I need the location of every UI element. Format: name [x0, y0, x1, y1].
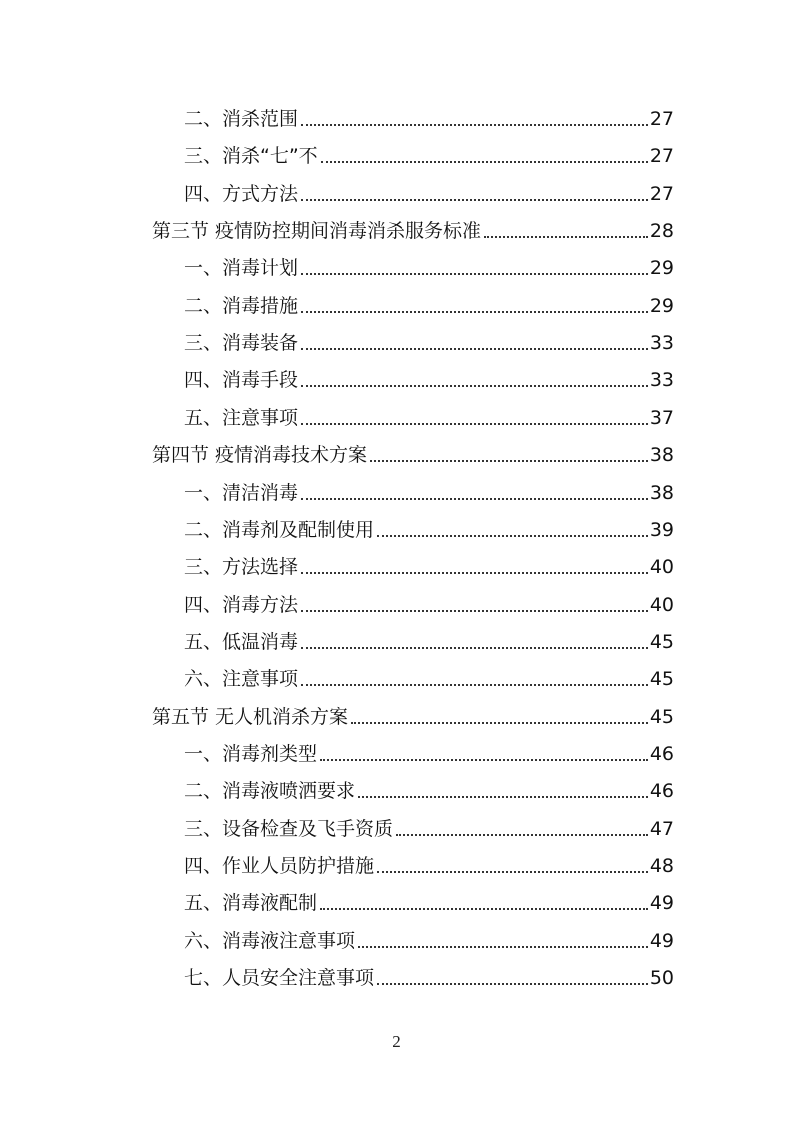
toc-dot-leader — [301, 199, 648, 201]
toc-entry-label: 四、作业人员防护措施 — [184, 855, 375, 877]
toc-entry-page-number: 40 — [649, 556, 674, 579]
toc-dot-leader — [301, 423, 648, 425]
toc-entry[interactable] — [184, 511, 674, 541]
toc-dot-leader — [301, 311, 648, 313]
toc-entry-label: 六、注意事项 — [184, 668, 299, 691]
toc-entry-page-number: 46 — [649, 780, 674, 803]
toc-entry-label: 一、消毒剂类型 — [184, 742, 318, 765]
toc-entry-page-number: 45 — [649, 668, 674, 691]
toc-entry-page-number: 37 — [649, 406, 674, 429]
toc-entry[interactable] — [184, 847, 674, 877]
toc-entry[interactable] — [184, 324, 674, 354]
toc-entry-label: 三、设备检查及飞手资质 — [184, 817, 394, 840]
toc-dot-leader — [301, 273, 648, 275]
toc-dot-leader — [301, 684, 648, 686]
toc-dot-leader — [301, 124, 648, 126]
toc-dot-leader — [358, 796, 648, 798]
toc-dot-leader — [301, 610, 648, 612]
toc-entry-page-number: 28 — [649, 220, 674, 243]
toc-entry-page-number: 49 — [649, 892, 674, 915]
toc-entry[interactable] — [184, 474, 674, 504]
toc-entry-page-number: 29 — [649, 257, 674, 280]
toc-entry[interactable] — [184, 623, 674, 653]
toc-entry-label: 第三节 疫情防控期间消毒消杀服务标准 — [152, 220, 482, 243]
toc-entry[interactable] — [152, 212, 674, 242]
toc-entry-label: 一、消毒计划 — [184, 257, 299, 280]
toc-entry-label: 五、消毒液配制 — [184, 892, 318, 915]
toc-dot-leader — [396, 834, 648, 836]
toc-entry-label: 第四节 疫情消毒技术方案 — [152, 444, 368, 467]
toc-entry-label: 四、消毒手段 — [184, 369, 299, 392]
toc-dot-leader — [320, 908, 648, 910]
toc-dot-leader — [321, 161, 648, 163]
toc-dot-leader — [377, 871, 648, 873]
toc-entry-label: 二、消毒剂及配制使用 — [184, 518, 375, 541]
toc-dot-leader — [358, 946, 648, 948]
toc-entry-page-number: 40 — [649, 593, 674, 616]
toc-entry[interactable] — [184, 287, 674, 317]
toc-entry-label: 七、人员安全注意事项 — [184, 967, 375, 990]
toc-entry[interactable] — [184, 810, 674, 840]
toc-entry[interactable] — [184, 586, 674, 616]
toc-entry-label: 第五节 无人机消杀方案 — [152, 705, 349, 728]
toc-entry-page-number: 46 — [649, 742, 674, 765]
toc-entry-page-number: 38 — [649, 444, 674, 467]
toc-entry-page-number: 27 — [649, 108, 674, 130]
toc-entry[interactable] — [184, 660, 674, 690]
toc-dot-leader — [301, 385, 648, 387]
toc-dot-leader — [301, 572, 648, 574]
toc-dot-leader — [301, 647, 648, 649]
toc-entry-page-number: 33 — [649, 332, 674, 355]
toc-entry-label: 二、消毒措施 — [184, 294, 299, 317]
page-number: 2 — [392, 1032, 401, 1051]
toc-entry-page-number: 47 — [649, 817, 674, 840]
toc-entry-label: 四、方式方法 — [184, 182, 299, 205]
toc-entry-page-number: 49 — [649, 929, 674, 952]
toc-entry-label: 五、注意事项 — [184, 406, 299, 429]
toc-entry-page-number: 29 — [649, 294, 674, 317]
toc-entry-page-number: 39 — [649, 518, 674, 541]
toc-entry-label: 四、消毒方法 — [184, 593, 299, 616]
toc-entry[interactable] — [184, 137, 674, 167]
toc-entry[interactable] — [184, 735, 674, 765]
toc-entry-label: 二、消毒液喷洒要求 — [184, 780, 356, 803]
toc-entry-page-number: 38 — [649, 481, 674, 504]
toc-entry-page-number: 33 — [649, 369, 674, 392]
toc-entry-page-number: 48 — [649, 855, 674, 877]
toc-entry[interactable] — [184, 100, 674, 130]
toc-entry[interactable] — [184, 361, 674, 391]
toc-entry[interactable] — [152, 698, 674, 728]
toc-entry[interactable] — [184, 772, 674, 802]
toc-entry[interactable] — [184, 399, 674, 429]
toc-entry-label: 五、低温消毒 — [184, 630, 299, 653]
toc-entry[interactable] — [152, 436, 674, 466]
toc-entry[interactable] — [184, 548, 674, 578]
toc-dot-leader — [370, 460, 648, 462]
toc-entry-label: 三、消杀“七”不 — [184, 145, 318, 168]
toc-entry-label: 三、消毒装备 — [184, 332, 299, 355]
toc-entry-page-number: 27 — [649, 145, 674, 168]
toc-dot-leader — [320, 759, 648, 761]
toc-dot-leader — [377, 535, 648, 537]
toc-entry-label: 三、方法选择 — [184, 556, 299, 579]
toc-entry[interactable] — [184, 884, 674, 914]
toc-dot-leader — [484, 236, 648, 238]
toc-entry-label: 六、消毒液注意事项 — [184, 929, 356, 952]
toc-entry[interactable] — [184, 175, 674, 205]
toc-entry-label: 二、消杀范围 — [184, 108, 299, 130]
toc-entry-page-number: 45 — [649, 630, 674, 653]
toc-entry-label: 一、清洁消毒 — [184, 481, 299, 504]
toc-dot-leader — [301, 348, 648, 350]
toc-entry-page-number: 50 — [649, 967, 674, 990]
toc-dot-leader — [377, 983, 648, 985]
toc-entry[interactable] — [184, 922, 674, 952]
toc-entry[interactable] — [184, 249, 674, 279]
toc-entry-page-number: 27 — [649, 182, 674, 205]
toc-dot-leader — [301, 498, 648, 500]
toc-entry-page-number: 45 — [649, 705, 674, 728]
toc-dot-leader — [351, 722, 648, 724]
toc-entry[interactable] — [184, 959, 674, 989]
